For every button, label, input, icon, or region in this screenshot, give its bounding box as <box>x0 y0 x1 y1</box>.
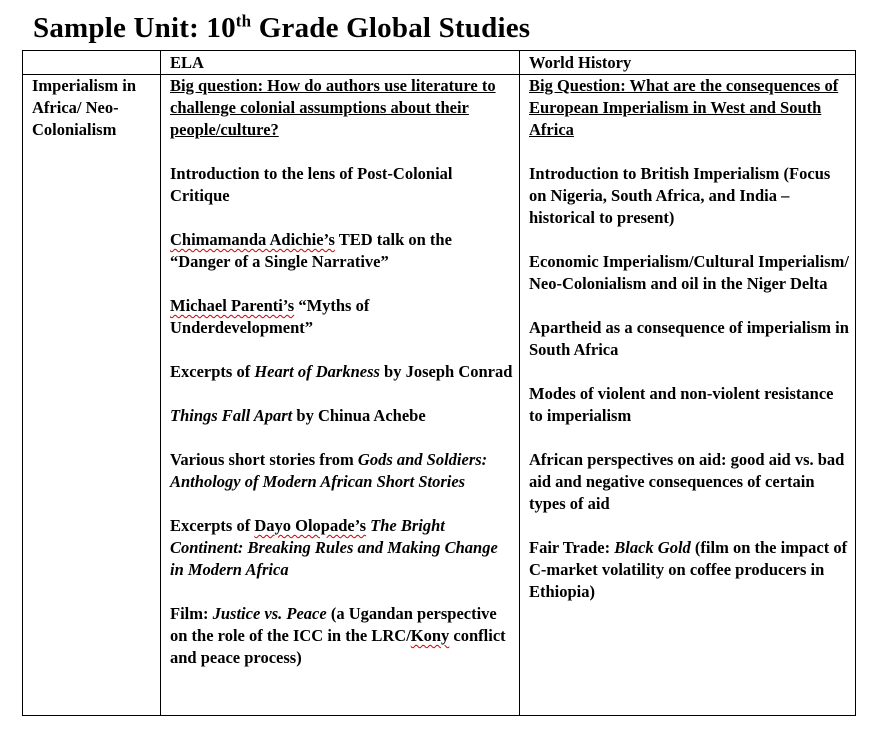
header-world-history: World History <box>520 51 856 75</box>
topic-label: Imperialism in Africa/ Neo-Colonialism <box>32 76 137 139</box>
world-history-cell <box>520 75 856 716</box>
ela-item-bright-continent: Excerpts of Dayo Olopade’s The Bright Continent: Breaking Rules and Making Change in Modern Africa <box>170 516 498 579</box>
history-item-aid: African perspectives on aid: good aid vs. bad aid and negative consequences of certain types of aid <box>529 450 845 513</box>
ela-item-gods-and-soldiers: Various short stories from Gods and Soldiers: Anthology of Modern African Short Stories <box>170 450 488 491</box>
title-superscript: th <box>235 11 252 31</box>
header-topic <box>23 51 161 75</box>
ela-item-post-colonial: Introduction to the lens of Post-Colonial Critique <box>170 164 453 205</box>
header-ela: ELA <box>161 51 520 75</box>
ela-item-justice-vs-peace: Film: Justice vs. Peace (a Ugandan perspective on the role of the ICC in the LRC/Kony conflict and peace process) <box>170 604 506 667</box>
page-title: Sample Unit: 10th Grade Global Studies <box>33 11 531 44</box>
content-row <box>23 75 856 716</box>
history-big-question: Big Question: What are the consequences of European Imperialism in West and South Africa <box>529 76 839 139</box>
history-item-resistance: Modes of violent and non-violent resistance to imperialism <box>529 384 834 425</box>
ela-item-heart-of-darkness: Excerpts of Heart of Darkness by Joseph Conrad <box>170 362 513 381</box>
unit-table <box>22 50 856 716</box>
history-item-british-imperialism: Introduction to British Imperialism (Focus on Nigeria, South Africa, and India – historical to present) <box>529 164 831 227</box>
ela-item-adichie: Chimamanda Adichie’s TED talk on the “Danger of a Single Narrative” <box>170 230 452 271</box>
ela-item-things-fall-apart: Things Fall Apart by Chinua Achebe <box>170 406 426 425</box>
ela-item-parenti: Michael Parenti’s “Myths of Underdevelopment” <box>170 296 370 337</box>
ela-cell <box>161 75 520 716</box>
history-item-fair-trade: Fair Trade: Black Gold (film on the impact of C-market volatility on coffee producers in Ethiopia) <box>529 538 848 601</box>
ela-big-question: Big question: How do authors use literature to challenge colonial assumptions about their people/culture? <box>170 76 496 139</box>
history-item-apartheid: Apartheid as a consequence of imperialism in South Africa <box>529 318 849 359</box>
topic-cell <box>23 75 161 716</box>
history-item-economic-imperialism: Economic Imperialism/Cultural Imperialism/ Neo-Colonialism and oil in the Niger Delta <box>529 252 849 293</box>
header-row <box>23 51 856 75</box>
